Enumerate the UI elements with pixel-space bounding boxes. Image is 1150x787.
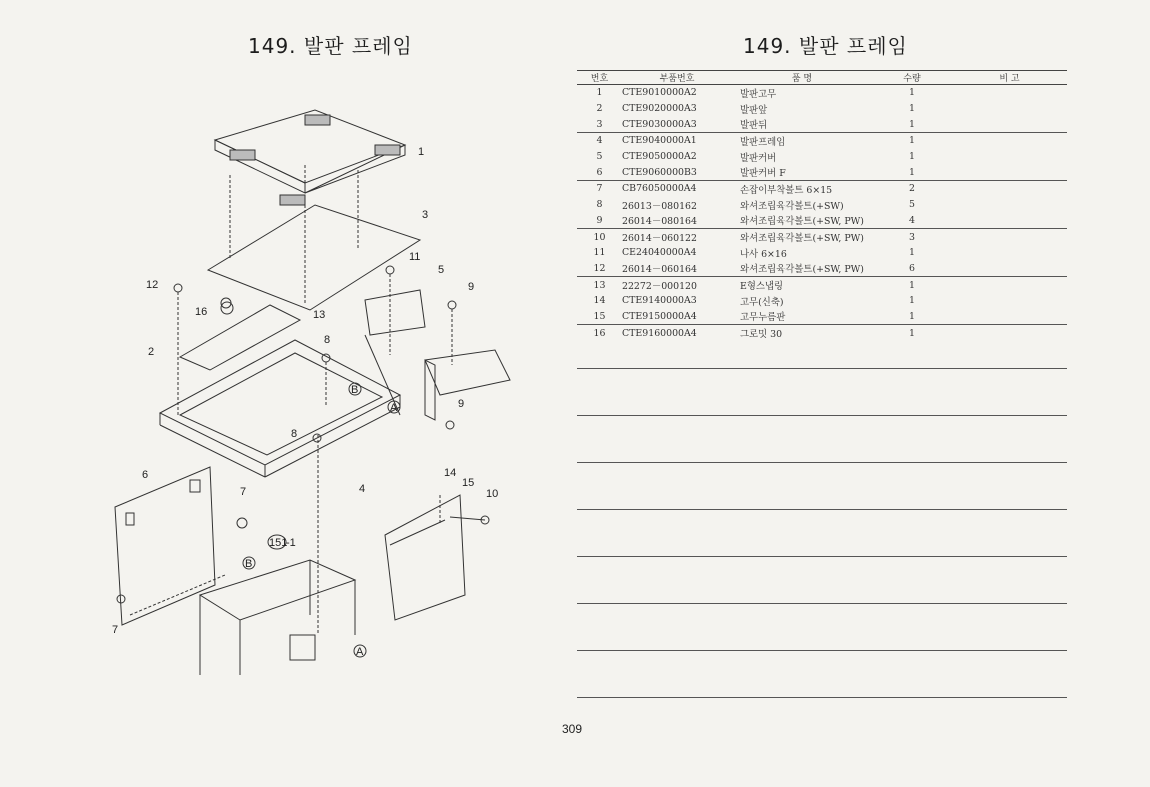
- table-row: [577, 213, 1067, 229]
- cell-remarks: [952, 133, 1067, 149]
- cell-quantity: 1: [909, 295, 915, 307]
- callout-11: 11: [409, 251, 421, 263]
- cell-quantity: 1: [909, 103, 915, 115]
- cell-no: 2: [596, 103, 603, 115]
- header-part-name: 품 명: [732, 71, 872, 85]
- cell-remarks: [952, 116, 1067, 132]
- cell-remarks: [952, 325, 1067, 341]
- cell-part-number: 22272－000120: [622, 281, 697, 293]
- callout-A-circle-lower: A: [356, 646, 364, 658]
- empty-row-divider: [577, 556, 1067, 557]
- callout-2: 2: [148, 346, 155, 358]
- cell-part-number: CTE9020000A3: [622, 103, 697, 115]
- table-row: [577, 277, 1067, 293]
- cell-remarks: [952, 245, 1067, 261]
- callout-9-right: 9: [458, 398, 465, 410]
- cell-part-name: 발판커버 F: [732, 164, 872, 180]
- cell-part-number: CTE9050000A2: [622, 151, 697, 163]
- cell-remarks: [952, 309, 1067, 325]
- cell-no: 4: [596, 135, 603, 147]
- table-row: [577, 293, 1067, 309]
- cell-part-name: 와셔조립육각볼트(+SW, PW): [732, 213, 872, 229]
- cell-part-number: CTE9140000A3: [622, 295, 697, 307]
- cell-part-name: 나사 6×16: [740, 248, 787, 260]
- table-row: [577, 309, 1067, 325]
- cell-part-number: 26014－080164: [622, 213, 732, 229]
- cell-part-name: 발판앞: [740, 104, 768, 116]
- cell-no: 15: [577, 309, 622, 325]
- header-remarks: 비 고: [952, 71, 1067, 85]
- cell-no: 6: [577, 164, 622, 180]
- callout-7-top: 7: [240, 486, 247, 498]
- cell-part-number: CE24040000A4: [622, 247, 697, 259]
- table-row: [577, 101, 1067, 117]
- cell-quantity: 1: [909, 87, 915, 99]
- cell-quantity: 3: [909, 231, 915, 243]
- callout-10: 10: [486, 488, 499, 500]
- cell-part-name: 그로밋 30: [740, 329, 783, 341]
- cell-part-number: CTE9030000A3: [622, 116, 732, 132]
- callout-13: 13: [313, 309, 326, 321]
- callout-1: 1: [418, 146, 425, 158]
- cell-no: 9: [577, 213, 622, 229]
- cell-part-name: 고무(신축): [740, 296, 784, 308]
- cell-remarks: [952, 85, 1067, 101]
- cell-quantity: 1: [872, 309, 952, 325]
- cell-part-name: 발판커버: [740, 152, 777, 164]
- table-row: [577, 181, 1067, 197]
- callout-5: 5: [438, 264, 445, 276]
- cell-quantity: 1: [909, 247, 915, 259]
- cell-part-number: CTE9010000A2: [622, 87, 697, 99]
- table-row: [577, 116, 1067, 132]
- empty-row-divider: [577, 462, 1067, 463]
- exploded-parts-diagram: [100, 95, 530, 680]
- callout-151-suffix: -1: [286, 537, 296, 549]
- callout-7-bottom: 7: [112, 624, 119, 636]
- cell-part-name: 손잡이부착볼트 6×15: [740, 184, 833, 196]
- callout-15: 15: [462, 477, 475, 489]
- cell-no: 13: [593, 279, 606, 291]
- callout-9-top: 9: [468, 281, 475, 293]
- callout-151: 151: [269, 537, 288, 549]
- table-row: [577, 197, 1067, 213]
- cell-remarks: [952, 293, 1067, 309]
- page-title-right: 149. 발판 프레임: [743, 34, 908, 58]
- cell-no: 7: [596, 183, 603, 195]
- cell-remarks: [952, 229, 1067, 245]
- header-no: 번호: [577, 71, 622, 85]
- cell-part-name: 발판고무: [740, 88, 777, 100]
- cell-part-number: CTE9160000A4: [622, 327, 697, 339]
- cell-quantity: 1: [909, 151, 915, 163]
- cell-no: 11: [593, 247, 606, 259]
- table-row: [577, 149, 1067, 165]
- page-title-left: 149. 발판 프레임: [248, 34, 413, 58]
- callout-3: 3: [422, 209, 429, 221]
- cell-no: 1: [596, 87, 603, 99]
- table-row: [577, 133, 1067, 149]
- table-row: [577, 325, 1067, 341]
- cell-part-name: 발판프레임: [740, 136, 786, 148]
- cell-quantity: 1: [909, 135, 915, 147]
- page-number: 309: [562, 722, 583, 736]
- cell-part-name: 와셔조립육각볼트(+SW): [740, 200, 844, 212]
- cell-part-number: CTE9060000B3: [622, 164, 732, 180]
- callout-B-circle: B: [351, 384, 359, 396]
- callout-16: 16: [195, 306, 208, 318]
- callout-6: 6: [142, 469, 149, 481]
- cell-no: 14: [593, 295, 606, 307]
- cell-quantity: 1: [909, 327, 915, 339]
- empty-row-divider: [577, 368, 1067, 369]
- cell-remarks: [952, 164, 1067, 180]
- cell-remarks: [952, 213, 1067, 229]
- header-part-number: 부품번호: [622, 71, 732, 85]
- callout-8-top: 8: [324, 334, 331, 346]
- callout-8-mid: 8: [291, 428, 298, 440]
- cell-remarks: [952, 197, 1067, 213]
- cell-no: 3: [577, 116, 622, 132]
- cell-quantity: 1: [909, 279, 915, 291]
- cell-part-number: CTE9150000A4: [622, 309, 732, 325]
- header-quantity: 수량: [872, 71, 952, 85]
- cell-no: 12: [577, 261, 622, 277]
- parts-table: [577, 70, 1067, 341]
- cell-no: 5: [596, 151, 603, 163]
- cell-part-name: 발판뒤: [732, 116, 872, 132]
- cell-quantity: 1: [872, 116, 952, 132]
- cell-part-name: 고무누름판: [732, 309, 872, 325]
- empty-row-divider: [577, 603, 1067, 604]
- cell-quantity: 6: [872, 261, 952, 277]
- cell-part-number: 26013－080162: [622, 200, 697, 212]
- callout-B-circle-lower: B: [245, 558, 253, 570]
- left-page: [0, 0, 570, 787]
- parts-table-header: [577, 71, 1067, 85]
- cell-remarks: [952, 101, 1067, 117]
- cell-part-number: CTE9040000A1: [622, 135, 697, 147]
- cell-remarks: [952, 149, 1067, 165]
- cell-remarks: [952, 261, 1067, 277]
- cell-quantity: 2: [909, 183, 915, 195]
- cell-no: 10: [593, 231, 606, 243]
- cell-remarks: [952, 181, 1067, 197]
- cell-quantity: 1: [872, 164, 952, 180]
- empty-row-divider: [577, 697, 1067, 698]
- cell-part-name: 와셔조립육각볼트(+SW, PW): [732, 261, 872, 277]
- callout-A-circle: A: [390, 402, 398, 414]
- table-row: [577, 261, 1067, 277]
- cell-part-name: 와셔조립육각볼트(+SW, PW): [740, 233, 864, 245]
- cell-no: 8: [596, 199, 603, 211]
- empty-row-divider: [577, 650, 1067, 651]
- table-row: [577, 245, 1067, 261]
- cell-quantity: 5: [909, 199, 915, 211]
- right-page: [570, 0, 1150, 787]
- cell-part-name: E형스냅링: [740, 281, 784, 293]
- table-row: [577, 229, 1067, 245]
- cell-quantity: 4: [872, 213, 952, 229]
- table-row: [577, 164, 1067, 180]
- cell-part-number: 26014－060122: [622, 233, 697, 245]
- cell-part-number: CB76050000A4: [622, 183, 697, 195]
- empty-row-divider: [577, 509, 1067, 510]
- empty-row-divider: [577, 415, 1067, 416]
- table-row: [577, 85, 1067, 101]
- cell-no: 16: [593, 327, 606, 339]
- cell-part-number: 26014－060164: [622, 261, 732, 277]
- callout-4: 4: [359, 483, 366, 495]
- callout-12: 12: [146, 279, 159, 291]
- callout-14: 14: [444, 467, 457, 479]
- cell-remarks: [952, 277, 1067, 293]
